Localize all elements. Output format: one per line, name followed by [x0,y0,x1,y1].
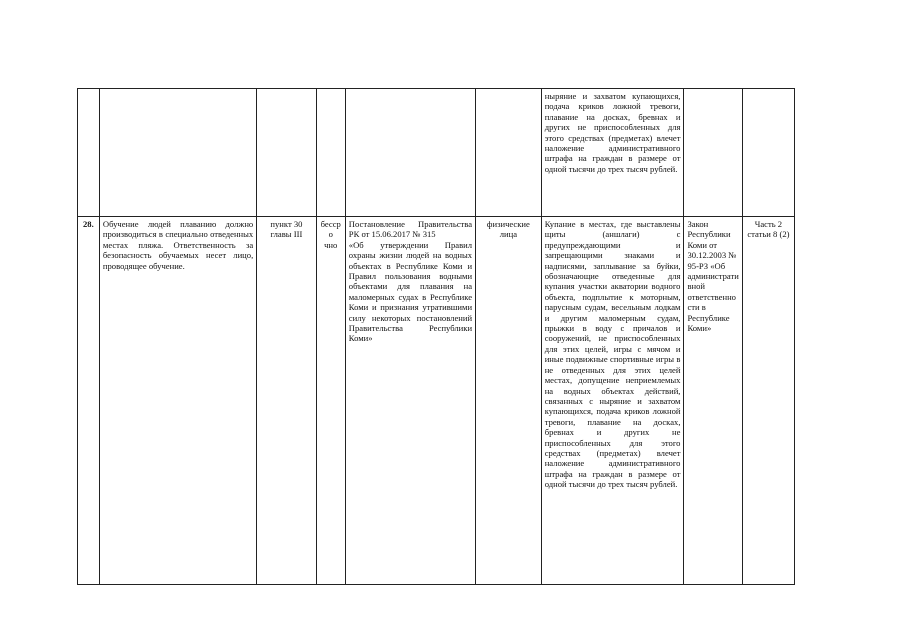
row-number-cell: 28. [78,217,100,585]
requirement-description-cell: Обучение людей плаванию должно производиться в специально отведенных местах пляжа. Ответственность за безопасность обучаемых несет лицо, проводящее обучение. [99,217,256,585]
regulation-cell: Постановление Правительства РК от 15.06.2017 № 315 «Об утверждении Правил охраны жизни людей на водных объектах в Республике Коми и Правил пользования водными объектами для плавания на маломерных судах в Республике Коми и признания утратившими силу некоторых постановлений Правительства Республики Коми» [345,217,475,585]
subjects-cell [476,89,542,217]
requirements-table [77,88,795,585]
regulation-cell [345,89,475,217]
table-row [78,217,795,585]
law-cell [684,89,742,217]
subjects-cell: физические лица [476,217,542,585]
row-number-cell [78,89,100,217]
point-reference-cell [257,89,316,217]
table-row [78,89,795,217]
point-reference-cell: пункт 30 главы III [257,217,316,585]
article-cell [742,89,794,217]
violation-cell: Купание в местах, где выставлены щиты (аншлаги) с предупреждающими и запрещающими знаками и надписями, заплывание за буйки, обозначающие отведенные для купания участки акватории водного объекта, подплытие к моторным, парусным судам, весельным лодкам и другим маломерным судам, прыжки в воду с причалов и сооружений, не приспособленных для этих целей, игры с мячом и иные подвижные спортивные игры в не отведенных для этих целей местах, допущение неприемлемых на водных объектах действий, связанных с ныряние и захватом купающихся, подача криков ложной тревоги, плавание на досках, бревнах и других не приспособленных для этого средствах (предметах) влечет наложение административного штрафа на граждан в размере от одной тысячи до трех тысяч рублей. [541,217,684,585]
requirement-description-cell [99,89,256,217]
article-cell: Часть 2 статьи 8 (2) [742,217,794,585]
violation-cell: ныряние и захватом купающихся, подача криков ложной тревоги, плавание на досках, бревнах и других не приспособленных для этого средствах (предметах) влечет наложение административного штрафа на граждан в размере от одной тысячи до трех тысяч рублей. [541,89,684,217]
term-cell: бессро чно [316,217,345,585]
term-cell [316,89,345,217]
law-cell: Закон Республики Коми от 30.12.2003 № 95-РЗ «Об административной ответственности в Республике Коми» [684,217,742,585]
